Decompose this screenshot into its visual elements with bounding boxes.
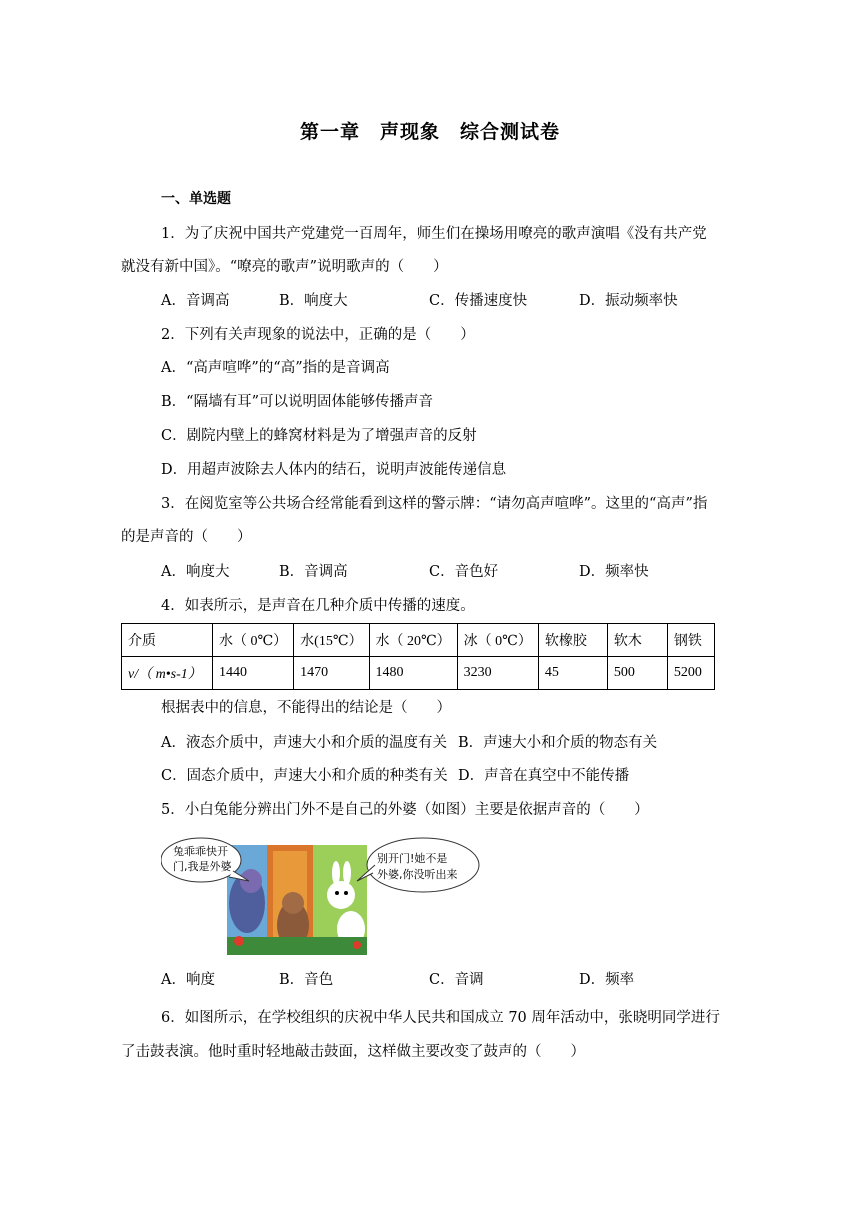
- question-1-line-2: 就没有新中国》。“嘹亮的歌声”说明歌声的（ ）: [121, 259, 448, 275]
- table-header-cell: 水（ 0℃）: [213, 624, 294, 657]
- q4-option-d: D．声音在真空中不能传播: [458, 768, 630, 784]
- q4-option-c: C．固态介质中，声速大小和介质的种类有关: [161, 768, 448, 784]
- table-cell: 1470: [294, 657, 369, 690]
- q1-option-a: A．音调高: [161, 293, 230, 309]
- table-header-cell: 冰（ 0℃）: [457, 624, 538, 657]
- question-4-stem: 4．如表所示，是声音在几种介质中传播的速度。: [161, 598, 475, 614]
- q5-option-b: B．音色: [279, 972, 334, 988]
- q3-option-b: B．音调高: [279, 564, 348, 580]
- question-1-line-1: 1．为了庆祝中国共产党建党一百周年，师生们在操场用嘹亮的歌声演唱《没有共产党: [161, 226, 707, 242]
- table-cell: 1480: [369, 657, 457, 690]
- sound-speed-table: [121, 623, 715, 690]
- q2-option-a: A．“高声喧哗”的“高”指的是音调高: [161, 360, 390, 376]
- q2-option-d: D．用超声波除去人体内的结石，说明声波能传递信息: [161, 462, 507, 478]
- left-bubble-line-2: 门,我是外婆: [173, 860, 232, 873]
- table-row-label: v/（ m•s-1）: [122, 657, 213, 690]
- table-cell: 45: [538, 657, 607, 690]
- section-heading: 一、单选题: [161, 191, 231, 207]
- right-bubble-line-1: 别开门!她不是: [377, 852, 448, 865]
- q1-option-d: D．振动频率快: [579, 293, 678, 309]
- q2-option-b: B．“隔墙有耳”可以说明固体能够传播声音: [161, 394, 433, 410]
- table-header-cell: 介质: [122, 624, 213, 657]
- q5-option-d: D．频率: [579, 972, 635, 988]
- table-row: [122, 657, 715, 690]
- question-5-stem: 5．小白兔能分辨出门外不是自己的外婆（如图）主要是依据声音的（ ）: [161, 802, 649, 818]
- right-bubble-line-2: 外婆,你没听出来: [377, 868, 458, 881]
- table-header-row: [122, 624, 715, 657]
- q4-option-a: A．液态介质中，声速大小和介质的温度有关: [161, 735, 447, 751]
- q3-option-c: C．音色好: [429, 564, 499, 580]
- question-3-line-2: 的是声音的（ ）: [121, 529, 252, 545]
- question-3-line-1: 3．在阅览室等公共场合经常能看到这样的警示牌：“请勿高声喧哗”。这里的“高声”指: [161, 496, 708, 512]
- q4-option-b: B．声速大小和介质的物态有关: [458, 735, 658, 751]
- q3-option-d: D．频率快: [579, 564, 649, 580]
- q5-option-a: A．响度: [161, 972, 215, 988]
- question-4-followup: 根据表中的信息，不能得出的结论是（ ）: [161, 700, 451, 716]
- question-6-line-1: 6．如图所示，在学校组织的庆祝中华人民共和国成立 70 周年活动中，张晓明同学进行: [161, 1010, 720, 1026]
- table-cell: 1440: [213, 657, 294, 690]
- q2-option-c: C．剧院内壁上的蜂窝材料是为了增强声音的反射: [161, 428, 477, 444]
- table-header-cell: 水（ 20℃）: [369, 624, 457, 657]
- table-cell: 5200: [667, 657, 714, 690]
- table-header-cell: 钢铁: [667, 624, 714, 657]
- table-header-cell: 水(15℃）: [294, 624, 369, 657]
- q1-option-c: C．传播速度快: [429, 293, 528, 309]
- table-header-cell: 软橡胶: [538, 624, 607, 657]
- table-cell: 3230: [457, 657, 538, 690]
- page-title: 第一章 声现象 综合测试卷: [299, 121, 560, 143]
- illustration-svg: [161, 833, 481, 957]
- q5-option-c: C．音调: [429, 972, 484, 988]
- question-6-line-2: 了击鼓表演。他时重时轻地敲击鼓面，这样做主要改变了鼓声的（ ）: [121, 1044, 585, 1060]
- left-bubble-line-1: 兔乖乖快开: [173, 845, 228, 858]
- fairy-tale-illustration: [161, 833, 481, 957]
- q3-option-a: A．响度大: [161, 564, 230, 580]
- q1-option-b: B．响度大: [279, 293, 348, 309]
- table-cell: 500: [607, 657, 667, 690]
- question-2-stem: 2．下列有关声现象的说法中，正确的是（ ）: [161, 327, 475, 343]
- table-header-cell: 软木: [607, 624, 667, 657]
